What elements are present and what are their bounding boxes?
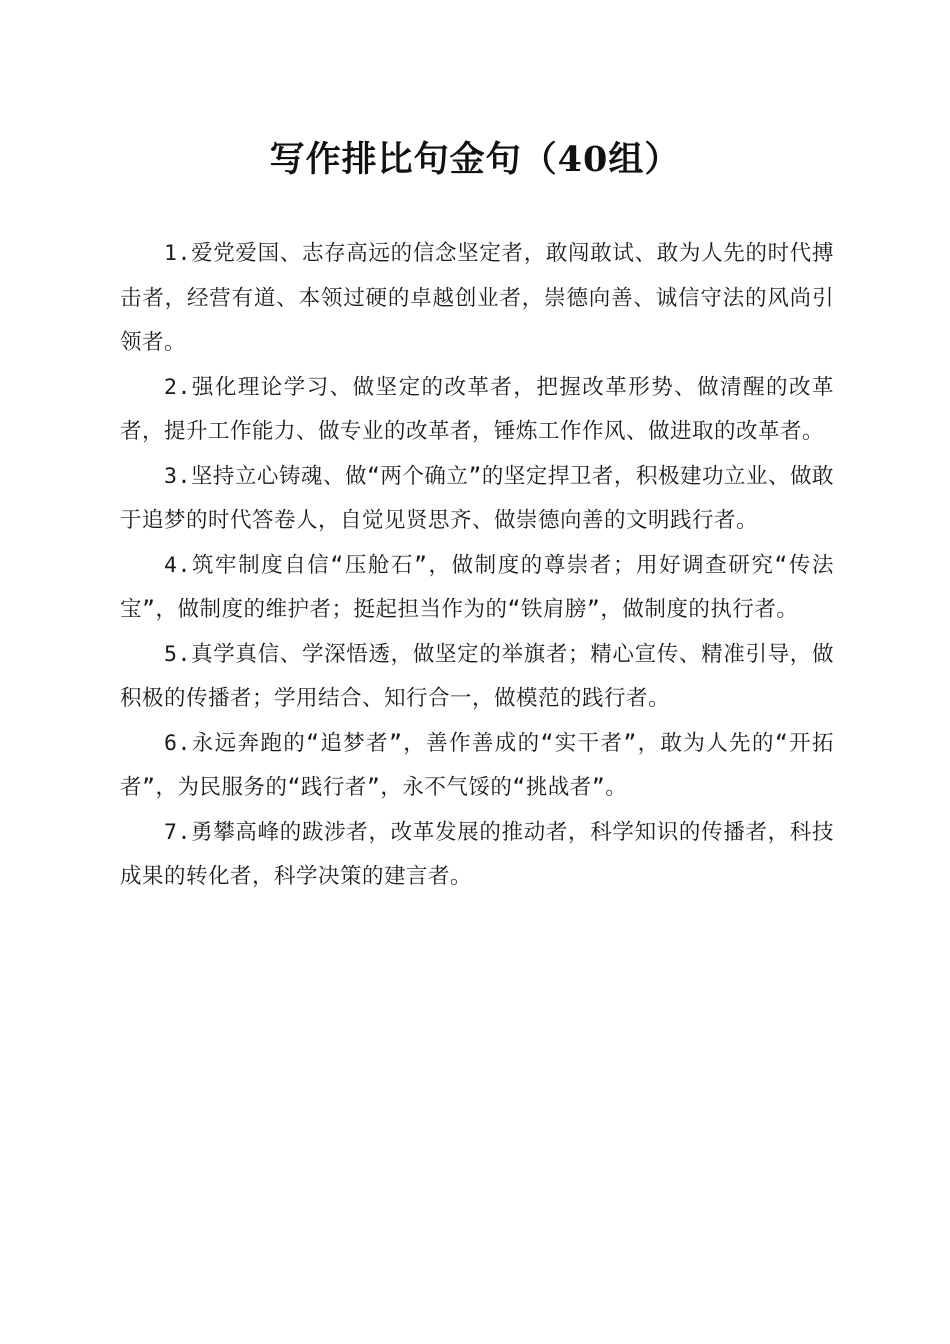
paragraph-6: 6.永远奔跑的“追梦者”，善作善成的“实干者”，敢为人先的“开拓者”，为民服务的“践行者”，永不气馁的“挑战者”。 [120,730,834,800]
paragraph-4: 4.筑牢制度自信“压舱石”，做制度的尊崇者；用好调查研究“传法宝”，做制度的维护者；挺起担当作为的“铁肩膀”，做制度的执行者。 [120,552,834,622]
paragraph-5: 5.真学真信、学深悟透，做坚定的举旗者；精心宣传、精准引导，做积极的传播者；学用结合、知行合一，做模范的践行者。 [120,641,834,711]
paragraph-2: 2.强化理论学习、做坚定的改革者，把握改革形势、做清醒的改革者，提升工作能力、做专业的改革者，锤炼工作作风、做进取的改革者。 [120,374,834,444]
document-body [120,232,834,900]
paragraph-7: 7.勇攀高峰的跋涉者，改革发展的推动者，科学知识的传播者，科技成果的转化者，科学决策的建言者。 [120,819,834,889]
paragraph-3: 3.坚持立心铸魂、做“两个确立”的坚定捍卫者，积极建功立业、做敢于追梦的时代答卷人，自觉见贤思齐、做崇德向善的文明践行者。 [120,463,834,533]
paragraph-1: 1.爱党爱国、志存高远的信念坚定者，敢闯敢试、敢为人先的时代搏击者，经营有道、本领过硬的卓越创业者，崇德向善、诚信守法的风尚引领者。 [120,241,834,355]
document-title: 写作排比句金句（40组） [269,139,681,180]
